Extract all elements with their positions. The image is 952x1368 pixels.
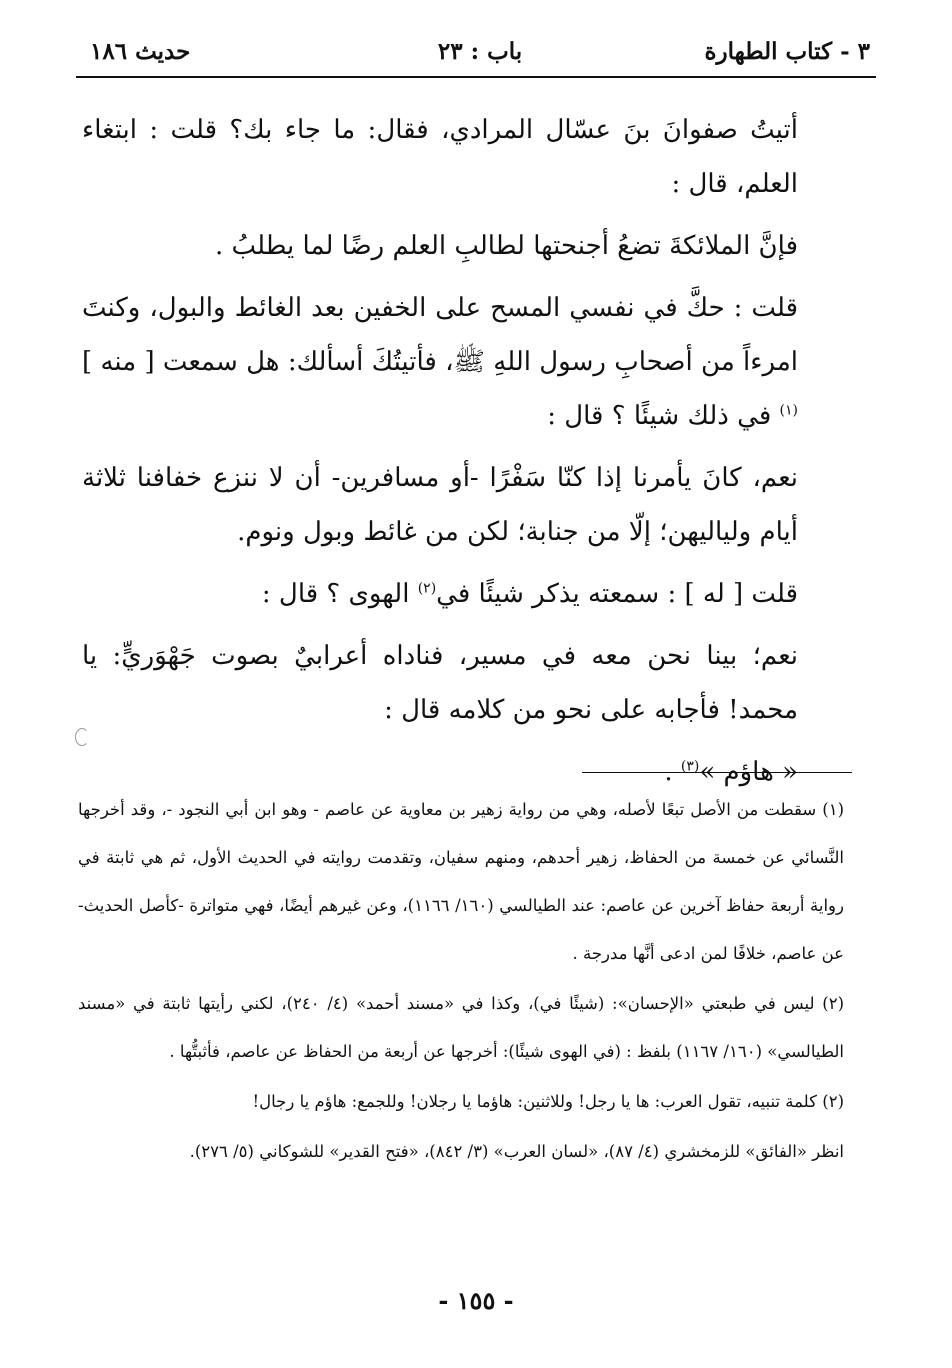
paragraph-5 <box>82 567 838 621</box>
paragraph-7-tail: . <box>664 757 681 787</box>
footnote-2: (٢) ليس في طبعتي «الإحسان»: (شيئًا في)، وكذا في «مسند أحمد» (٤/ ٢٤٠)، لكني رأيتها ثابتة في «مسند الطيالسي» (١٦٠/ ١١٦٧) بلفظ : (في الهوى شيئًا): أخرجها عن أربعة من الحفاظ عن عاصم، فأثبتُّها . <box>78 994 845 1061</box>
paragraph-7-text: « هاؤم » <box>699 757 798 787</box>
page-number: - ١٥٥ - <box>438 1286 514 1315</box>
paragraph-3 <box>82 281 838 443</box>
footnotes <box>78 786 844 1178</box>
footnote-ref-3[interactable]: (٣) <box>680 758 700 775</box>
footnote-3-references: انظر «الفائق» للزمخشري (٤/ ٨٧)، «لسان العرب» (٣/ ٨٤٢)، «فتح القدير» للشوكاني (٥/ ٢٧٦). <box>189 1142 844 1161</box>
footnote-1: (١) سقطت من الأصل تبعًا لأصله، وهي من رواية زهير بن معاوية عن عاصم - وهو ابن أبي النجود -، وقد أخرجها النَّسائي عن خمسة من الحفاظ، زهير أحدهم، ومنهم سفيان، وتقدمت روايته في الحديث الأول، ثم هي ثابتة في رواية أربعة حفاظ آخرين عن عاصم: عند الطيالسي (١٦٠/ ١١٦٦)، وعن غيرهم أيضًا، فهي متواترة -كأصل الحديث- عن عاصم، خلافًا لمن ادعى أنَّها مدرجة . <box>78 800 844 963</box>
margin-mark <box>75 728 89 746</box>
paragraph-4: نعم، كانَ يأمرنا إذا كنّا سَفْرًا -أو مسافرين- أن لا ننزع خفافنا ثلاثة أيام ولياليهن؛ إلّا من جنابة؛ لكن من غائط وبول ونوم. <box>82 463 798 547</box>
paragraph-5-text: قلت [ له ] : سمعته يذكر شيئًا في <box>436 579 798 609</box>
paragraph-3-text: قلت : حكَّ في نفسي المسح على الخفين بعد الغائط والبول، وكنتَ امرءاً من أصحابِ رسول اللهِ ﷺ، فأتيتُكَ أسألك: هل سمعت [ منه ] <box>82 293 798 377</box>
chapter-title: ٣ - كتاب الطهارة <box>704 38 870 65</box>
footnote-3: (٢) كلمة تنبيه، تقول العرب: ها يا رجل! وللاثنين: هاؤما يا رجلان! وللجمع: هاؤم يا رجال! <box>252 1092 844 1111</box>
paragraph-1: أتيتُ صفوانَ بنَ عسّال المرادي، فقال: ما جاء بك؟ قلت : ابتغاء العلم، قال : <box>82 115 798 199</box>
paragraph-5-tail: الهوى ؟ قال : <box>261 579 418 609</box>
running-header <box>90 30 870 74</box>
hadith-number: حديث ١٨٦ <box>90 38 191 65</box>
paragraph-3-tail: في ذلك شيئًا ؟ قال : <box>547 401 780 431</box>
paragraph-2: فإنَّ الملائكةَ تضعُ أجنحتها لطالبِ العلم رضًا لما يطلبُ . <box>215 231 798 261</box>
header-rule <box>76 76 876 78</box>
footnote-rule <box>582 772 852 773</box>
footnote-ref-2[interactable]: (٢) <box>417 580 437 597</box>
main-text <box>82 103 838 807</box>
footnote-ref-1[interactable]: (١) <box>779 402 798 419</box>
paragraph-6: نعم؛ بينا نحن معه في مسير، فناداه أعرابيٌ بصوت جَهْوَريٍّ: يا محمد! فأجابه على نحو من كلامه قال : <box>82 641 798 725</box>
bab-number: باب : ٢٣ <box>437 38 523 65</box>
